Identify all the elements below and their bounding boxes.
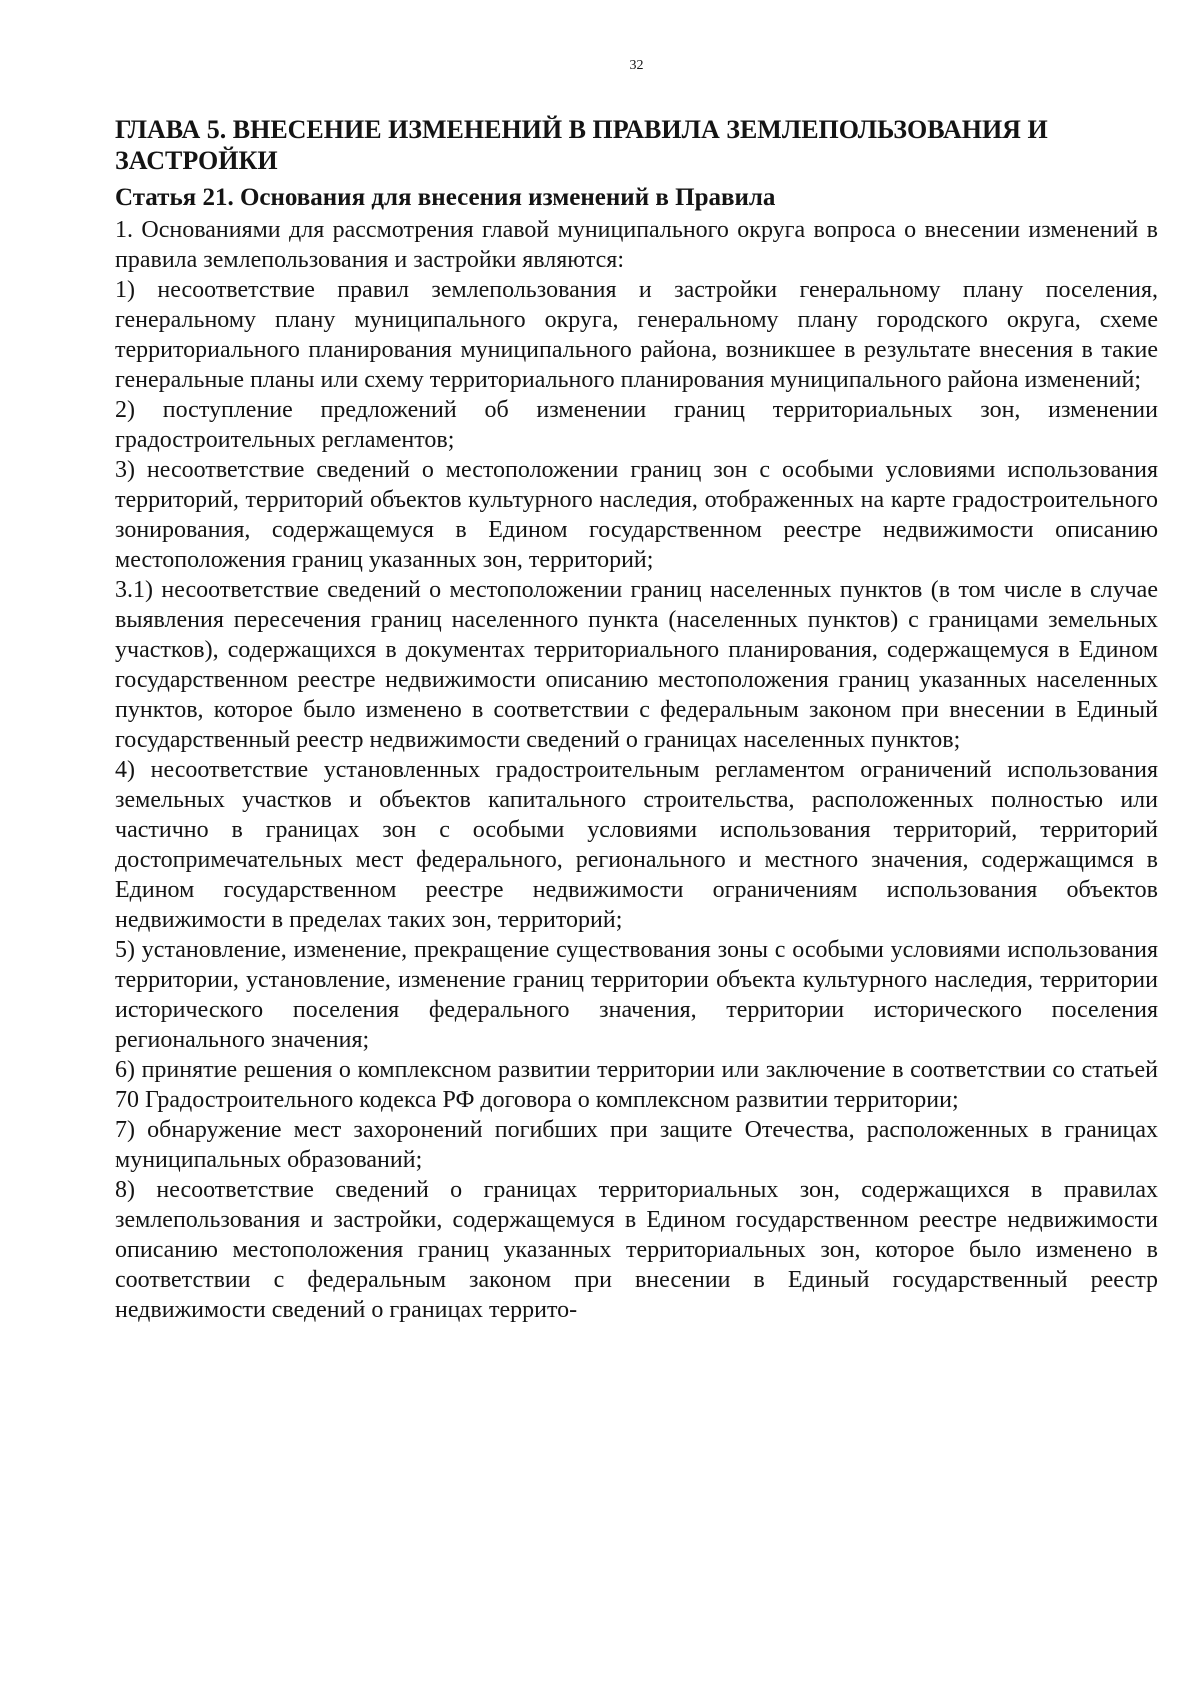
paragraph: 8) несоответствие сведений о границах территориальных зон, содержащихся в правилах землепользования и застройки, содержащемуся в Едином государственном реестре недвижимости описанию местоположения границ указанных территориальных зон, которое было изменено в соответствии с федеральным законом при внесении в Единый государственный реестр недвижимости сведений о границах террито- xyxy=(115,1177,1158,1323)
paragraph: 7) обнаружение мест захоронений погибших при защите Отечества, расположенных в границах муниципальных образований; xyxy=(115,1117,1158,1173)
paragraph: 1. Основаниями для рассмотрения главой муниципального округа вопроса о внесении изменений в правила землепользования и застройки являются: xyxy=(115,217,1158,273)
paragraph: 3) несоответствие сведений о местоположении границ зон с особыми условиями использования территорий, территорий объектов культурного наследия, отображенных на карте градостроительного зонирования, содержащемуся в Едином государственном реестре недвижимости описанию местоположения границ указанных зон, территорий; xyxy=(115,457,1158,573)
paragraph: 6) принятие решения о комплексном развитии территории или заключение в соответствии со статьей 70 Градостроительного кодекса РФ договора о комплексном развитии территории; xyxy=(115,1057,1158,1113)
paragraph: 3.1) несоответствие сведений о местоположении границ населенных пунктов (в том числе в случае выявления пересечения границ населенного пункта (населенных пунктов) с границами земельных участков), содержащихся в документах территориального планирования, содержащемуся в Едином государственном реестре недвижимости описанию местоположения границ указанных населенных пунктов, которое было изменено в соответствии с федеральным законом при внесении в Единый государственный реестр недвижимости сведений о границах населенных пунктов; xyxy=(115,577,1158,753)
article-title: Статья 21. Основания для внесения изменений в Правила xyxy=(115,184,776,211)
chapter-title: ГЛАВА 5. ВНЕСЕНИЕ ИЗМЕНЕНИЙ В ПРАВИЛА ЗЕМЛЕПОЛЬЗОВАНИЯ И ЗАСТРОЙКИ xyxy=(115,115,1048,175)
paragraph: 2) поступление предложений об изменении границ территориальных зон, изменении градостроительных регламентов; xyxy=(115,397,1158,453)
paragraph: 4) несоответствие установленных градостроительным регламентом ограничений использования земельных участков и объектов капитального строительства, расположенных полностью или частично в границах зон с особыми условиями использования территорий, территорий достопримечательных мест федерального, регионального и местного значения, содержащимся в Едином государственном реестре недвижимости ограничениям использования объектов недвижимости в пределах таких зон, территорий; xyxy=(115,757,1158,933)
paragraph: 1) несоответствие правил землепользования и застройки генеральному плану поселения, генеральному плану муниципального округа, генеральному плану городского округа, схеме территориального планирования муниципального района, возникшее в результате внесения в такие генеральные планы или схему территориального планирования муниципального района изменений; xyxy=(115,277,1158,393)
paragraph: 5) установление, изменение, прекращение существования зоны с особыми условиями использования территории, установление, изменение границ территории объекта культурного наследия, территории исторического поселения федерального значения, территории исторического поселения регионального значения; xyxy=(115,937,1158,1053)
page-number: 32 xyxy=(629,58,644,73)
article-body xyxy=(115,215,1158,1325)
